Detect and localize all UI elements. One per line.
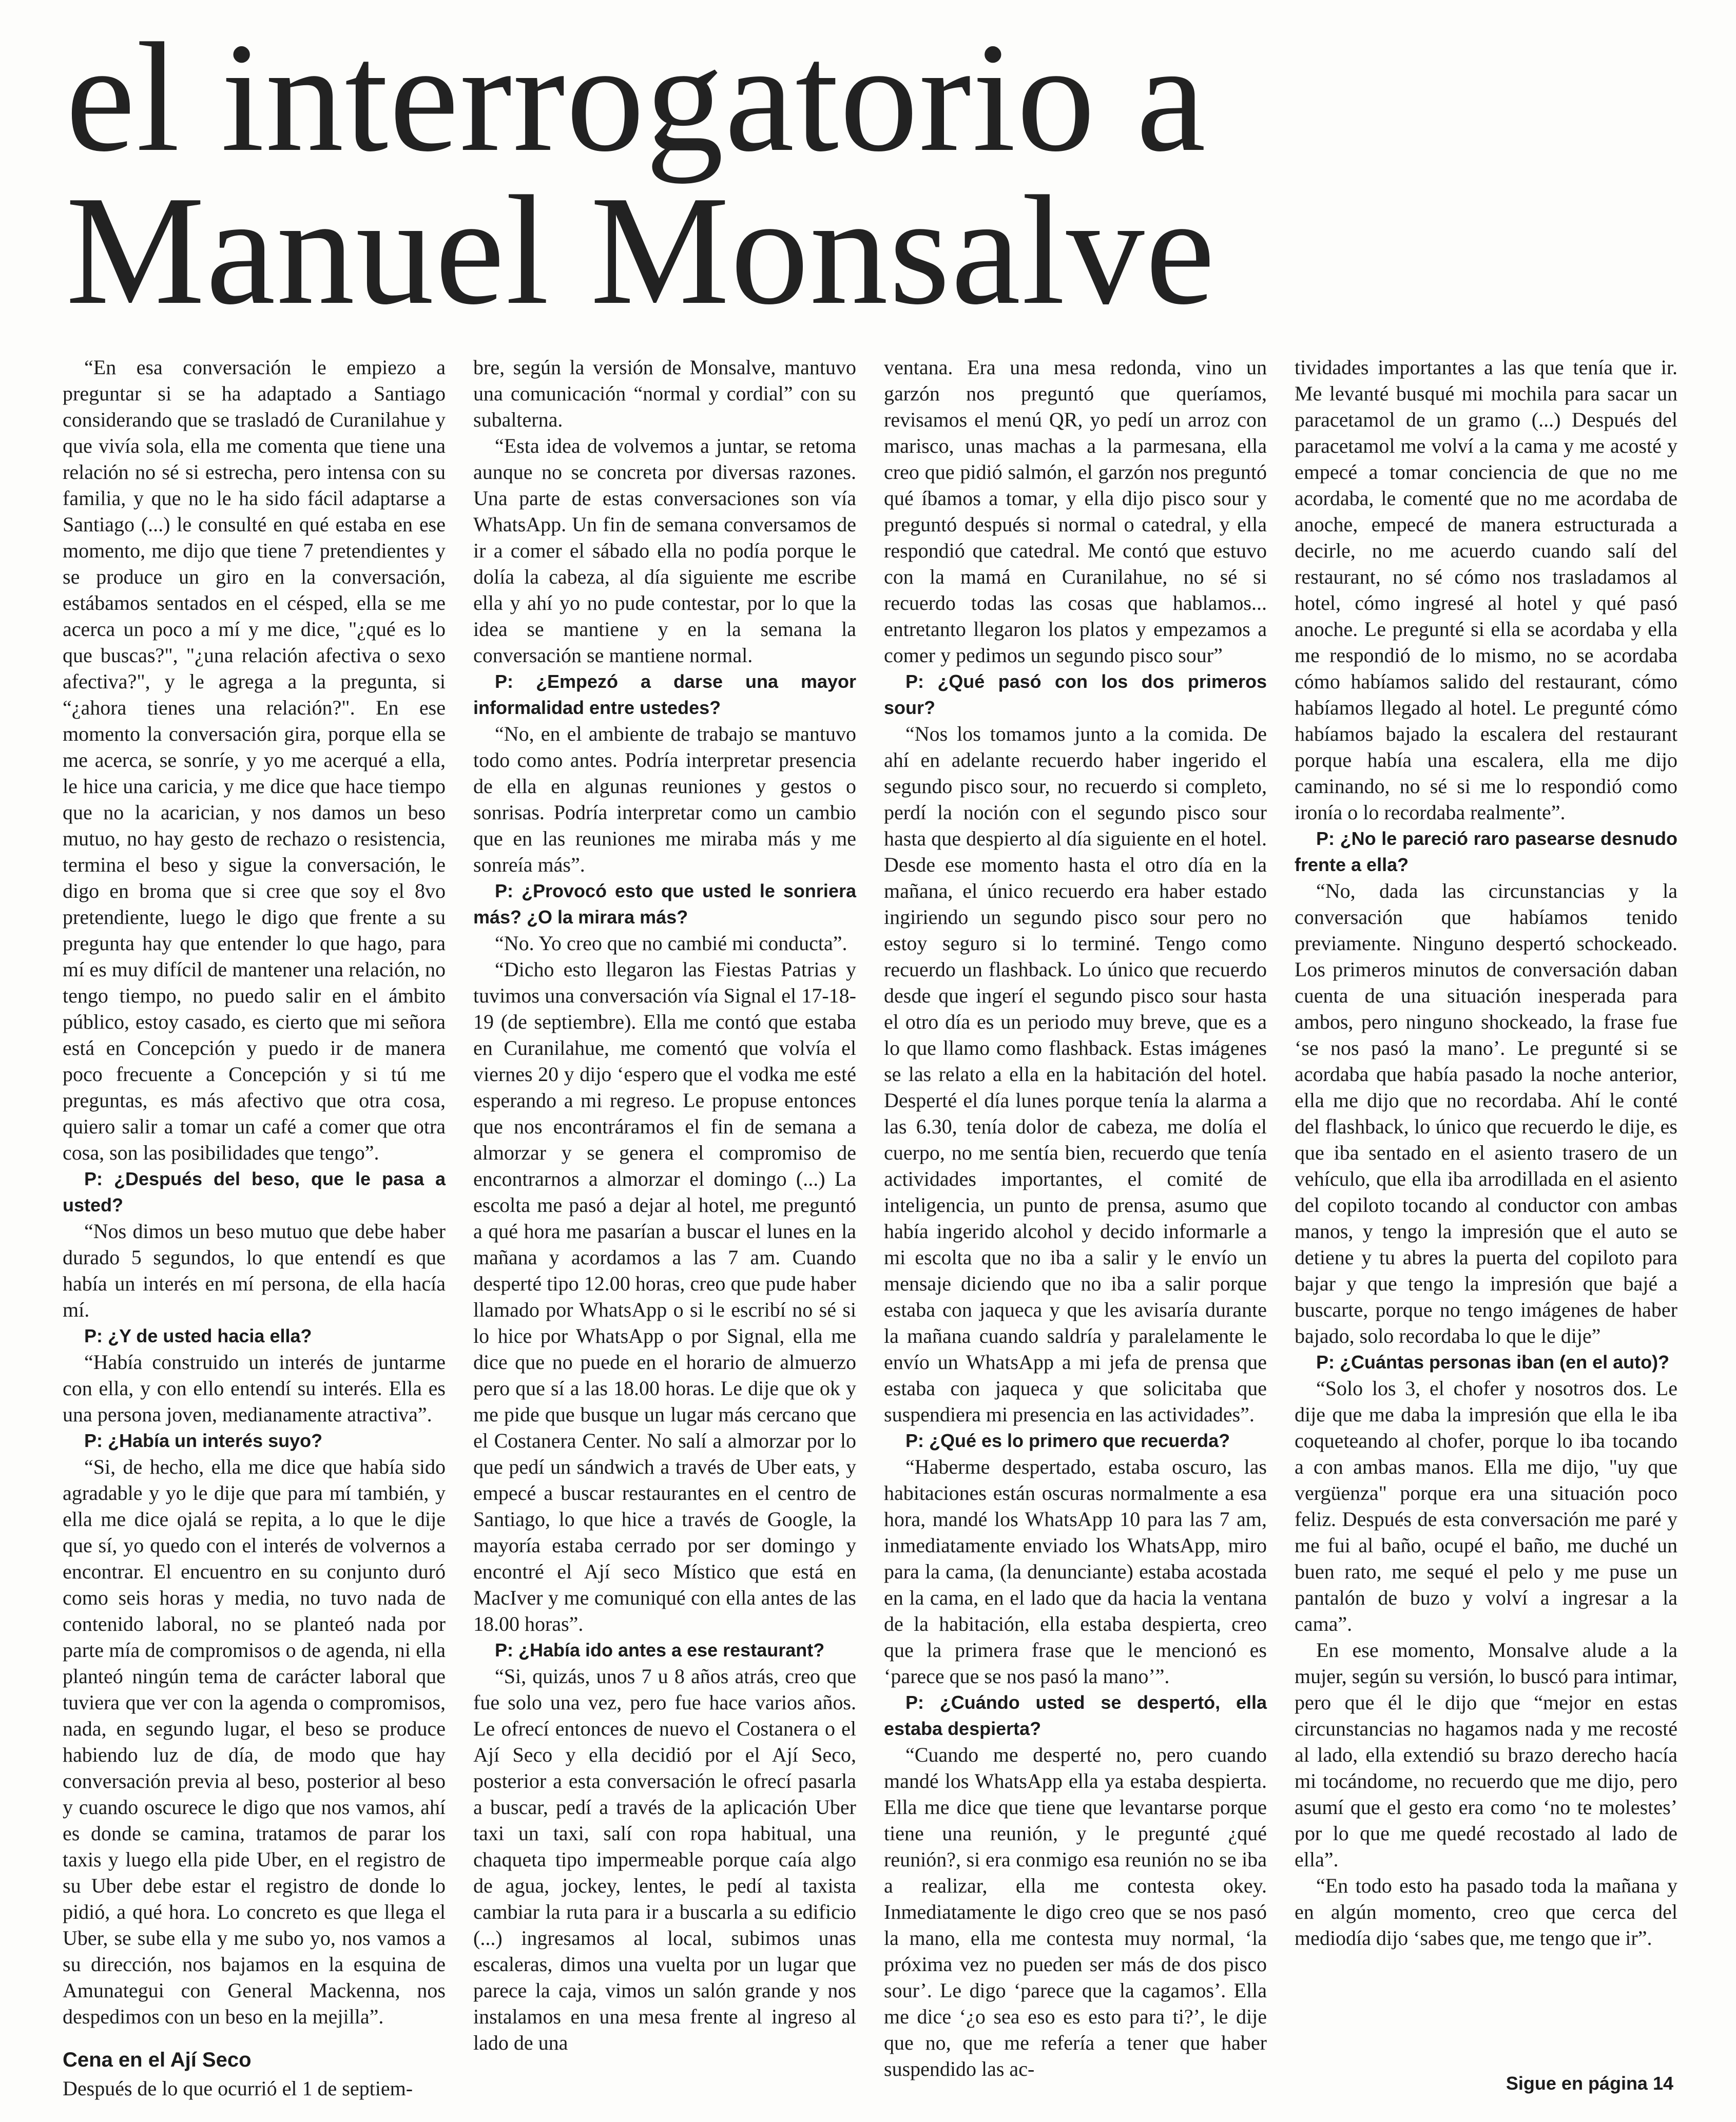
interview-question: P: ¿Empezó a darse una mayor informalidad entre ustedes?: [473, 671, 856, 718]
interview-question: P: ¿Cuándo usted se despertó, ella estaba despierta?: [884, 1692, 1267, 1739]
paragraph: “Solo los 3, el chofer y nosotros dos. Le dije que me daba la impresión que ella le iba coqueteando al chofer, porque lo iba tocando a con ambas manos. Ella me dijo, "uy que vergüenza" porque era una situación poco feliz. Después de esta conversación me paré y me fui al baño, ocupé el baño, me duché un buen rato, me sequé el pelo y me puse un pantalón de buzo y volví a ingresar a la cama”.: [1295, 1377, 1677, 1635]
paragraph-continued: ventana. Era una mesa redonda, vino un garzón nos preguntó que queríamos, revisamos el menú QR, yo pedí un arroz con marisco, unas machas a la parmesana, ella creo que pidió salmón, el garzón nos preguntó qué íbamos a tomar, y ella dijo pisco sour y preguntó después si normal o catedral, y ella respondió que catedral. Me contó que estuvo con la mamá en Curanilahue, no sé si recuerdo todas las cosas que hablamos... entretanto llegaron los platos y empezamos a comer y pedimos un segundo pisco sour”: [884, 356, 1267, 667]
paragraph: “Si, quizás, unos 7 u 8 años atrás, creo que fue solo una vez, pero fue hace varios años. Le ofrecí entonces de nuevo el Costanera o el Ají Seco y ella decidió por el Ají Seco, posterior a esta conversación le ofrecí pasarla a buscar, pedí a través de la aplicación Uber taxi un taxi, salí con ropa habitual, una chaqueta tipo impermeable porque caía algo de agua, jockey, lentes, le pedí al taxista cambiar la ruta para ir a buscarla a su edificio (...) ingresamos al local, subimos unas escaleras, dimos una vuelta por un lugar que parece la caja, vimos un salón grande y nos instalamos en una mesa frente al ingreso al lado de una: [473, 1665, 856, 2054]
paragraph: “No. Yo creo que no cambié mi conducta”.: [495, 932, 847, 955]
interview-question: P: ¿Había ido antes a ese restaurant?: [495, 1639, 825, 1661]
paragraph: “En todo esto ha pasado toda la mañana y en algún momento, creo que cerca del mediodía dijo ‘sabes que, me tengo que ir”.: [1295, 1874, 1677, 1950]
headline: [66, 10, 1683, 337]
interview-question: P: ¿Había un interés suyo?: [84, 1430, 323, 1451]
paragraph: “No, dada las circunstancias y la conversación que habíamos tenido previamente. Ninguno despertó schockeado. Los primeros minutos de conversación daban cuenta de una situación inesperada para ambos, pero ninguno shockeado, la frase fue ‘se nos pasó la mano’. Le pregunté si se acordaba que había pasado la noche anterior, ella me dijo que no recordaba. Ahí le conté del flashback, lo único que recuerdo le dije, es que iba sentado en el asiento trasero de un vehículo, que ella iba arrodillada en el asiento del copiloto tocando al conductor con ambas manos, y tengo la impresión que el auto se detiene y tu abres la puerta del copiloto para bajar y que tengo la impresión que bajé a buscarte, porque no tengo imágenes de haber bajado, solo recordaba lo que le dije”: [1295, 879, 1677, 1347]
paragraph: “Había construido un interés de juntarme con ella, y con ello entendí su interés. Ella es una persona joven, medianamente atractiva”.: [63, 1351, 446, 1426]
paragraph: “Nos los tomamos junto a la comida. De ahí en adelante recuerdo haber ingerido el segundo pisco sour, no recuerdo si completo, perdí la noción con el segundo pisco sour hasta que despierto al día siguiente en el hotel. Desde ese momento hasta el otro día en la mañana, el único recuerdo era haber estado ingiriendo un segundo pisco sour pero no estoy seguro si lo terminé. Tengo como recuerdo un flashback. Lo único que recuerdo desde que ingerí el segundo pisco sour hasta el otro día es un periodo muy breve, que es a lo que llamo como flashback. Estas imágenes se las relato a ella en la habitación del hotel. Desperté el día lunes porque tenía la alarma a las 6.30, tenía dolor de cabeza, me dolía el cuerpo, no me sentía bien, recuerdo que tenía actividades importantes, el comité de inteligencia, un punto de prensa, asumo que había ingerido alcohol y decido informarle a mi escolta que no iba a salir y le envío un mensaje diciendo que no iba a salir porque estaba con jaqueca y que les avisaría durante la mañana cuando saldría y paralelamente le envío un WhatsApp a mi jefa de prensa que estaba con jaqueca y que solicitaba que suspendiera mi presencia en las actividades”.: [884, 722, 1267, 1426]
paragraph-continued: tividades importantes a las que tenía que ir. Me levanté busqué mi mochila para sacar un paracetamol de un gramo (...) Después del paracetamol me volví a la cama y me acosté y empecé a tomar conciencia de que no me acordaba, le comenté que no me acordaba de anoche, empecé de manera estructurada a decirle, no me acuerdo cuando salí del restaurant, no sé cómo nos trasladamos al hotel, cómo ingresé al hotel y qué pasó anoche. Le pregunté si ella se acordaba y ella me respondió de lo mismo, no se acordaba cómo habíamos salido del restaurant, cómo habíamos llegado al hotel. Le pregunté cómo habíamos bajado la escalera del restaurant porque había una escalera, ella me dijo caminando, no sé si me lo respondió como ironía o lo recordaba realmente”.: [1295, 356, 1677, 824]
interview-question: P: ¿Provocó esto que usted le sonriera más? ¿O la mirara más?: [473, 880, 856, 928]
paragraph-continued: bre, según la versión de Monsalve, mantuvo una comunicación “normal y cordial” con su subalterna.: [473, 356, 856, 431]
paragraph: “Si, de hecho, ella me dice que había sido agradable y yo le dije que para mí también, y ella me dice ojalá se repita, a lo que le dije que sí, yo quedo con el interés de volvernos a encontrar. El encuentro en su conjunto duró como seis horas y media, no tuvo nada de contenido laboral, no se planteó nada por parte mía de compromisos o de agenda, ni ella planteó ningún tema de carácter laboral que tuviera que ver con la agenda o compromisos, nada, en segundo lugar, el beso se produce habiendo luz de día, de modo que hay conversación previa al beso, posterior al beso y cuando oscurece le digo que nos vamos, ahí es donde se camina, tratamos de parar los taxis y luego ella pide Uber, en el registro de su Uber debe estar el registro de donde lo pidió, a qué hora. Lo concreto es que llega el Uber, se sube ella y me subo yo, nos vamos a su dirección, nos bajamos en la esquina de Amunategui con General Mackenna, nos despedimos con un beso en la mejilla”.: [63, 1455, 446, 2028]
interview-question: P: ¿Después del beso, que le pasa a usted?: [63, 1168, 446, 1216]
paragraph: “En esa conversación le empiezo a preguntar si se ha adaptado a Santiago considerando que se trasladó de Curanilahue y que vivía sola, ella me comenta que tiene una relación no sé si estrecha, pero intensa con su familia, y que no le ha sido fácil adaptarse a Santiago (...) le consulté en qué estaba en ese momento, me dijo que tiene 7 pretendientes y se produce un giro en la conversación, estábamos sentados en el césped, ella se me acerca un poco a mí y me dice, "¿qué es lo que buscas?", "¿una relación afectiva o sexo afectiva?", y le agrega a la pregunta, si “¿ahora tienes una relación?". En ese momento la conversación gira, porque ella se me acerca, se sonríe, y yo me acerqué a ella, le hice una caricia, y me dice que hace tiempo que no la acarician, y nos damos un beso mutuo, no hay gesto de rechazo o resistencia, termina el beso y sigue la conversación, le digo en broma que si cree que soy el 8vo pretendiente, luego le digo que frente a su pregunta hay que entender lo que hago, para mí es muy difícil de mantener una relación, no tengo tiempo, no puedo salir en el ámbito público, estoy casado, es cierto que mi señora está en Concepción y puedo ir de manera poco frecuente a Concepción y si tú me preguntas, es más afectivo que otra cosa, quiero salir a tomar un café a comer que otra cosa, son las posibilidades que tengo”.: [63, 356, 446, 1164]
headline-line-2: Manuel Monsalve: [66, 163, 1216, 337]
paragraph: “Haberme despertado, estaba oscuro, las habitaciones están oscuras normalmente a esa hora, mandé los WhatsApp 10 para las 7 am, inmediatamente enviado los WhatsApp, miro para la cama, (la denunciante) estaba acostada en la cama, en el lado que da hacia la ventana de la habitación, ella estaba despierta, creo que la primera frase que le mencionó es ‘parece que se nos pasó la mano’”.: [884, 1455, 1267, 1688]
paragraph: “Esta idea de volvemos a juntar, se retoma aunque no se concreta por diversas razones. Una parte de estas conversaciones son vía WhatsApp. Un fin de semana conversamos de ir a comer el sábado ella no podía porque le dolía la cabeza, al día siguiente me escribe ella y ahí yo no pude contestar, por lo que la idea se mantiene y en la semana la conversación se mantiene normal.: [473, 434, 856, 667]
paragraph-continued: Después de lo que ocurrió el 1 de septiem-: [63, 2077, 413, 2100]
interview-question: P: ¿Qué es lo primero que recuerda?: [905, 1430, 1230, 1451]
column-2: [473, 354, 856, 2084]
article-columns: [63, 354, 1677, 2100]
section-subheading: Cena en el Ají Seco: [63, 2049, 252, 2071]
interview-question: P: ¿Y de usted hacia ella?: [84, 1325, 312, 1346]
continued-on-page: Sigue en página 14: [1506, 2073, 1673, 2094]
paragraph: “Cuando me desperté no, pero cuando mandé los WhatsApp ella ya estaba despierta. Ella me dice que tiene que levantarse porque tiene una reunión, y le pregunté ¿qué reunión?, si era conmigo esa reunión no se iba a realizar, ella me contesta okey. Inmediatamente le digo creo que se nos pasó la mano, ella me contesta muy normal, ‘la próxima vez no pueden ser más de dos pisco sour’. Le digo ‘parece que la cagamos’. Ella me dice ‘¿o sea eso es esto para ti?’, le dije que no, que me refería a tener que haber suspendido las ac-: [884, 1743, 1267, 2080]
paragraph: “No, en el ambiente de trabajo se mantuvo todo como antes. Podría interpretar presencia de ella en algunas reuniones y gestos o sonrisas. Podría interpretar como un cambio que en las reuniones me miraba más y me sonreía más”.: [473, 722, 856, 876]
interview-question: P: ¿No le pareció raro pasearse desnudo frente a ella?: [1295, 828, 1677, 875]
paragraph: “Dicho esto llegaron las Fiestas Patrias y tuvimos una conversación vía Signal el 17-18-19 (de septiembre). Ella me contó que estaba en Curanilahue, me comentó que volvía el viernes 20 y dijo ‘espero que el vodka me esté esperando a mi regreso. Le propuse entonces que nos encontráramos el fin de semana a almorzar y se genera el compromiso de encontrarnos a almorzar el domingo (...) La escolta me pasó a dejar al hotel, me preguntó a qué hora me pasarían a buscar el lunes en la mañana y acordamos a las 7 am. Cuando desperté tipo 12.00 horas, creo que pude haber llamado por WhatsApp o si le escribí no sé si lo hice por WhatsApp o por Signal, ella me dice que no puede en el horario de almuerzo pero que sí a las 18.00 horas. Le dije que ok y me pide que busque un lugar más cercano que el Costanera Center. No salí a almorzar por lo que pedí un sándwich a través de Uber eats, y empecé a buscar restaurantes en el centro de Santiago, lo que hice a través de Google, la mayoría estaba cerrado por ser domingo y encontré el Ají seco Místico que está en MacIver y me comuniqué con ella antes de las 18.00 horas”.: [473, 958, 856, 1635]
column-4: [1295, 354, 1677, 2084]
paragraph: “Nos dimos un beso mutuo que debe haber durado 5 segundos, lo que entendí es que había un interés en mí persona, de ella hacía mí.: [63, 1220, 446, 1321]
interview-question: P: ¿Cuántas personas iban (en el auto)?: [1316, 1352, 1670, 1373]
column-3: [884, 354, 1267, 2084]
interview-question: P: ¿Qué pasó con los dos primeros sour?: [884, 671, 1267, 718]
headline-line-1: el interrogatorio a: [66, 10, 1207, 184]
column-1: [63, 354, 446, 2100]
paragraph: En ese momento, Monsalve alude a la mujer, según su versión, lo buscó para intimar, pero que él le dijo que “mejor en estas circunstancias no hagamos nada y me recosté al lado, ella extendió su brazo derecho hacía mi tocándome, no recuerdo que me dijo, pero asumí que el gesto era como ‘no te molestes’ por lo que me quedé recostado al lado de ella”.: [1295, 1638, 1677, 1871]
